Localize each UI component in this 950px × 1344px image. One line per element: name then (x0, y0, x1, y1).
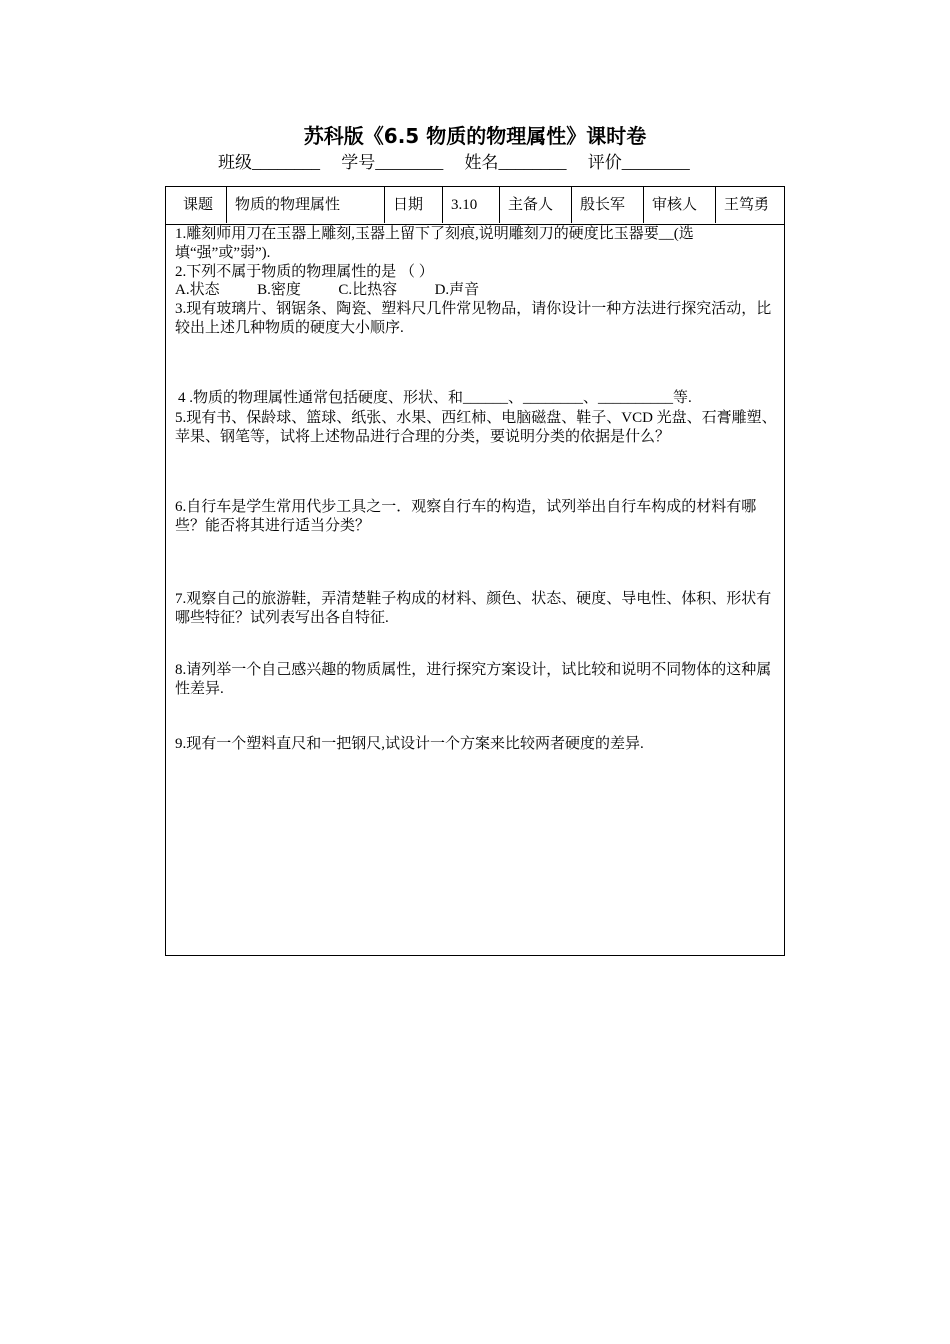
preparer-label: 主备人 (499, 187, 571, 223)
question-1: 1.雕刻师用刀在玉器上雕刻,玉器上留下了刻痕,说明雕刻刀的硬度比玉器要__(选填“强”或”弱”). (175, 226, 694, 261)
question-4: 4 .物质的物理属性通常包括硬度、形状、和______、________、__________等. (178, 390, 692, 406)
topic-label: 课题 (183, 197, 214, 213)
question-6: 6.自行车是学生常用代步工具之一．观察自行车的构造，试列举出自行车构成的材料有哪些？能否将其进行适当分类？ (175, 499, 757, 534)
question-7: 7.观察自己的旅游鞋，弄清楚鞋子构成的材料、颜色、状态、硬度、导电性、体积、形状有哪些特征？试列表写出各自特征. (175, 591, 772, 626)
date-value: 3.10 (442, 187, 499, 223)
reviewer-value: 王笃勇 (715, 187, 784, 223)
worksheet-table (165, 186, 785, 956)
question-5: 5.现有书、保龄球、篮球、纸张、水果、西红柿、电脑磁盘、鞋子、VCD 光盘、石膏雕塑、苹果、钢笔等，试将上述物品进行合理的分类，要说明分类的依据是什么？ (175, 410, 777, 445)
header-row (166, 187, 784, 225)
student-info-line: 班级________ 学号________ 姓名________ 评价________ (218, 153, 690, 172)
page-title: 苏科版《6.5 物质的物理属性》课时卷 (303, 124, 647, 148)
question-9: 9.现有一个塑料直尺和一把钢尺,试设计一个方案来比较两者硬度的差异. (175, 736, 644, 752)
question-2-options: A.状态 B.密度 C.比热容 D.声音 (175, 282, 480, 298)
question-2: 2.下列不属于物质的物理属性的是 （ ） (175, 264, 434, 280)
question-8: 8.请列举一个自己感兴趣的物质属性，进行探究方案设计，试比较和说明不同物体的这种属性差异. (175, 662, 772, 697)
preparer-value: 殷长军 (571, 187, 643, 223)
reviewer-label: 审核人 (643, 187, 715, 223)
question-3: 3.现有玻璃片、钢锯条、陶瓷、塑料尺几件常见物品，请你设计一种方法进行探究活动，比较出上述几种物质的硬度大小顺序. (175, 301, 772, 336)
date-label: 日期 (384, 187, 442, 223)
topic-value: 物质的物理属性 (226, 187, 384, 223)
